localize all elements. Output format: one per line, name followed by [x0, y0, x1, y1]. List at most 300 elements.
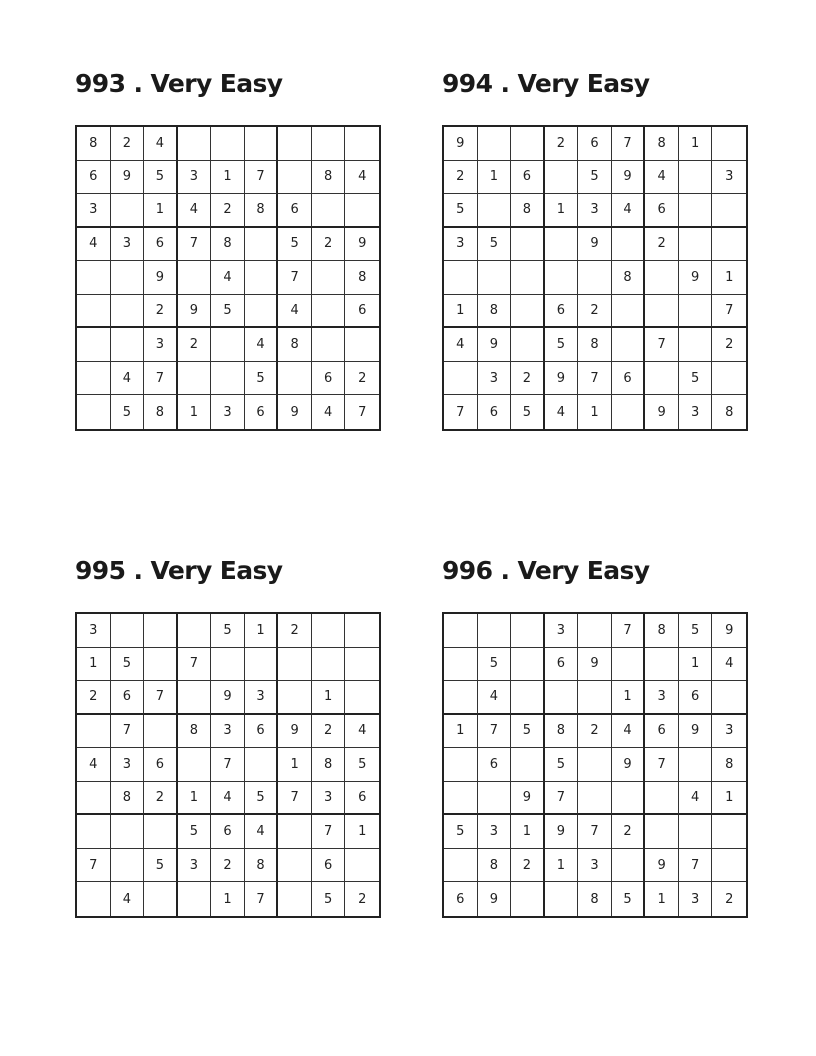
sudoku-cell — [578, 614, 612, 648]
sudoku-cell: 8 — [77, 127, 111, 161]
sudoku-cell: 6 — [645, 715, 679, 749]
sudoku-cell — [178, 127, 212, 161]
sudoku-cell — [712, 228, 746, 262]
sudoku-cell: 2 — [312, 715, 346, 749]
sudoku-cell: 2 — [211, 194, 245, 228]
sudoku-cell: 5 — [111, 395, 145, 429]
sudoku-cell — [345, 328, 379, 362]
sudoku-cell — [278, 161, 312, 195]
sudoku-cell: 4 — [345, 715, 379, 749]
sudoku-cell: 9 — [278, 715, 312, 749]
sudoku-cell: 4 — [478, 681, 512, 715]
sudoku-cell — [111, 295, 145, 329]
sudoku-cell: 3 — [444, 228, 478, 262]
sudoku-cell: 6 — [278, 194, 312, 228]
sudoku-cell — [245, 748, 279, 782]
puzzle-993 — [75, 69, 385, 420]
sudoku-grid — [75, 125, 381, 431]
sudoku-cell — [77, 362, 111, 396]
sudoku-cell: 7 — [245, 161, 279, 195]
sudoku-cell: 4 — [712, 648, 746, 682]
sudoku-cell: 2 — [178, 328, 212, 362]
sudoku-cell: 7 — [612, 127, 646, 161]
sudoku-cell: 4 — [77, 228, 111, 262]
sudoku-cell: 7 — [712, 295, 746, 329]
sudoku-cell: 3 — [144, 328, 178, 362]
sudoku-cell — [612, 648, 646, 682]
sudoku-cell: 2 — [511, 362, 545, 396]
sudoku-cell: 9 — [578, 228, 612, 262]
sudoku-cell: 3 — [578, 194, 612, 228]
sudoku-cell — [111, 261, 145, 295]
sudoku-cell: 4 — [111, 882, 145, 916]
sudoku-cell: 1 — [679, 127, 713, 161]
sudoku-cell — [712, 681, 746, 715]
sudoku-cell: 7 — [578, 815, 612, 849]
sudoku-cell: 1 — [144, 194, 178, 228]
sudoku-cell: 1 — [77, 648, 111, 682]
sudoku-cell — [511, 328, 545, 362]
sudoku-cell: 7 — [645, 328, 679, 362]
sudoku-cell — [679, 295, 713, 329]
sudoku-cell: 6 — [144, 748, 178, 782]
sudoku-cell: 9 — [278, 395, 312, 429]
sudoku-cell: 9 — [612, 748, 646, 782]
sudoku-cell — [511, 261, 545, 295]
sudoku-cell: 2 — [444, 161, 478, 195]
sudoku-cell: 9 — [444, 127, 478, 161]
sudoku-cell: 5 — [245, 362, 279, 396]
sudoku-cell — [612, 328, 646, 362]
sudoku-cell — [511, 295, 545, 329]
sudoku-cell: 6 — [345, 295, 379, 329]
sudoku-cell — [111, 815, 145, 849]
sudoku-cell: 6 — [578, 127, 612, 161]
sudoku-cell: 3 — [578, 849, 612, 883]
sudoku-cell: 8 — [345, 261, 379, 295]
sudoku-cell — [77, 261, 111, 295]
sudoku-cell: 1 — [612, 681, 646, 715]
sudoku-cell — [679, 228, 713, 262]
sudoku-cell: 9 — [712, 614, 746, 648]
sudoku-cell: 9 — [645, 395, 679, 429]
sudoku-cell — [278, 849, 312, 883]
sudoku-cell: 1 — [478, 161, 512, 195]
sudoku-cell — [444, 748, 478, 782]
sudoku-cell: 5 — [312, 882, 346, 916]
sudoku-cell: 4 — [211, 782, 245, 816]
sudoku-cell: 8 — [144, 395, 178, 429]
sudoku-cell: 5 — [612, 882, 646, 916]
sudoku-cell: 6 — [144, 228, 178, 262]
sudoku-cell: 9 — [645, 849, 679, 883]
sudoku-cell: 9 — [511, 782, 545, 816]
sudoku-cell: 3 — [312, 782, 346, 816]
sudoku-cell: 6 — [245, 715, 279, 749]
sudoku-cell — [178, 614, 212, 648]
sudoku-cell: 9 — [478, 882, 512, 916]
sudoku-cell: 2 — [545, 127, 579, 161]
sudoku-cell: 2 — [645, 228, 679, 262]
sudoku-cell: 8 — [312, 748, 346, 782]
sudoku-cell — [444, 849, 478, 883]
sudoku-cell: 8 — [312, 161, 346, 195]
sudoku-cell: 8 — [278, 328, 312, 362]
sudoku-cell: 4 — [612, 194, 646, 228]
sudoku-cell — [545, 228, 579, 262]
sudoku-cell: 3 — [645, 681, 679, 715]
sudoku-cell: 8 — [645, 614, 679, 648]
sudoku-cell: 2 — [358, 891, 367, 907]
sudoku-cell: 5 — [278, 228, 312, 262]
sudoku-cell: 6 — [545, 295, 579, 329]
sudoku-cell — [245, 295, 279, 329]
sudoku-cell — [278, 362, 312, 396]
sudoku-cell: 7 — [211, 748, 245, 782]
sudoku-cell: 1 — [712, 782, 746, 816]
sudoku-cell: 7 — [312, 815, 346, 849]
sudoku-cell: 9 — [679, 715, 713, 749]
sudoku-cell: 7 — [578, 362, 612, 396]
sudoku-cell: 1 — [712, 261, 746, 295]
sudoku-cell — [345, 127, 379, 161]
sudoku-cell: 6 — [444, 882, 478, 916]
sudoku-cell: 2 — [312, 228, 346, 262]
sudoku-cell — [245, 261, 279, 295]
puzzle-title: 995 . Very Easy — [75, 556, 283, 585]
sudoku-cell: 9 — [111, 161, 145, 195]
sudoku-cell — [312, 614, 346, 648]
sudoku-cell: 4 — [211, 261, 245, 295]
puzzle-994 — [442, 69, 752, 420]
sudoku-cell: 5 — [178, 815, 212, 849]
sudoku-cell — [645, 782, 679, 816]
sudoku-cell — [77, 328, 111, 362]
sudoku-cell — [345, 194, 379, 228]
sudoku-cell: 9 — [545, 815, 579, 849]
sudoku-cell — [545, 681, 579, 715]
sudoku-cell: 2 — [211, 849, 245, 883]
sudoku-cell — [511, 614, 545, 648]
sudoku-cell: 8 — [725, 404, 734, 420]
sudoku-cell: 1 — [645, 882, 679, 916]
sudoku-cell — [545, 261, 579, 295]
sudoku-cell — [645, 261, 679, 295]
sudoku-cell: 8 — [511, 194, 545, 228]
sudoku-cell: 5 — [211, 614, 245, 648]
sudoku-cell — [312, 648, 346, 682]
sudoku-cell — [712, 362, 746, 396]
sudoku-cell — [511, 748, 545, 782]
sudoku-cell — [612, 295, 646, 329]
sudoku-cell: 3 — [712, 715, 746, 749]
sudoku-cell — [612, 395, 646, 429]
sudoku-cell: 7 — [245, 882, 279, 916]
sudoku-cell: 1 — [278, 748, 312, 782]
sudoku-cell — [278, 681, 312, 715]
sudoku-cell: 6 — [312, 362, 346, 396]
sudoku-cell: 5 — [679, 614, 713, 648]
sudoku-cell — [278, 815, 312, 849]
sudoku-cell: 3 — [478, 815, 512, 849]
sudoku-cell — [679, 748, 713, 782]
sudoku-cell — [245, 228, 279, 262]
sudoku-cell: 5 — [545, 748, 579, 782]
sudoku-cell: 6 — [679, 681, 713, 715]
sudoku-cell — [612, 782, 646, 816]
sudoku-cell — [545, 882, 579, 916]
sudoku-cell — [111, 328, 145, 362]
sudoku-cell: 8 — [211, 228, 245, 262]
sudoku-cell — [144, 815, 178, 849]
sudoku-cell: 4 — [679, 782, 713, 816]
sudoku-cell: 1 — [578, 395, 612, 429]
sudoku-cell: 9 — [612, 161, 646, 195]
sudoku-cell — [312, 328, 346, 362]
puzzle-995 — [75, 556, 385, 907]
sudoku-cell: 8 — [111, 782, 145, 816]
sudoku-cell: 5 — [478, 648, 512, 682]
sudoku-cell — [511, 882, 545, 916]
sudoku-cell: 5 — [679, 362, 713, 396]
sudoku-cell — [444, 261, 478, 295]
sudoku-cell: 6 — [545, 648, 579, 682]
puzzle-996 — [442, 556, 752, 907]
sudoku-cell: 7 — [444, 395, 478, 429]
sudoku-cell: 1 — [679, 648, 713, 682]
sudoku-cell: 8 — [245, 849, 279, 883]
sudoku-cell: 8 — [478, 295, 512, 329]
sudoku-cell: 1 — [511, 815, 545, 849]
sudoku-cell — [612, 849, 646, 883]
sudoku-cell — [478, 127, 512, 161]
sudoku-cell: 3 — [211, 395, 245, 429]
sudoku-cell: 3 — [245, 681, 279, 715]
sudoku-cell: 6 — [612, 362, 646, 396]
sudoku-cell: 4 — [144, 127, 178, 161]
sudoku-cell: 1 — [444, 295, 478, 329]
sudoku-cell: 5 — [245, 782, 279, 816]
sudoku-cell: 3 — [77, 194, 111, 228]
sudoku-cell — [679, 194, 713, 228]
sudoku-cell: 2 — [725, 891, 734, 907]
sudoku-cell — [444, 362, 478, 396]
sudoku-cell — [312, 194, 346, 228]
sudoku-cell: 4 — [345, 161, 379, 195]
sudoku-cell — [578, 681, 612, 715]
sudoku-cell — [645, 362, 679, 396]
sudoku-cell — [712, 815, 746, 849]
sudoku-cell: 5 — [211, 295, 245, 329]
sudoku-cell: 4 — [178, 194, 212, 228]
sudoku-cell: 1 — [545, 849, 579, 883]
sudoku-cell: 4 — [312, 395, 346, 429]
sudoku-cell: 6 — [345, 782, 379, 816]
sudoku-cell: 8 — [612, 261, 646, 295]
sudoku-cell: 7 — [178, 648, 212, 682]
sudoku-cell: 4 — [612, 715, 646, 749]
sudoku-cell — [211, 328, 245, 362]
sudoku-cell: 6 — [478, 748, 512, 782]
sudoku-cell: 8 — [578, 328, 612, 362]
sudoku-cell: 5 — [578, 161, 612, 195]
sudoku-cell — [345, 648, 379, 682]
sudoku-cell: 7 — [645, 748, 679, 782]
sudoku-cell — [478, 614, 512, 648]
sudoku-cell — [712, 127, 746, 161]
sudoku-cell: 1 — [178, 782, 212, 816]
sudoku-cell — [77, 395, 111, 429]
sudoku-cell: 5 — [144, 161, 178, 195]
sudoku-cell: 7 — [612, 614, 646, 648]
sudoku-cell — [679, 328, 713, 362]
sudoku-cell — [578, 748, 612, 782]
sudoku-cell — [511, 681, 545, 715]
sudoku-cell: 8 — [478, 849, 512, 883]
sudoku-cell — [478, 782, 512, 816]
sudoku-cell — [645, 648, 679, 682]
sudoku-grid — [75, 612, 381, 918]
sudoku-cell: 9 — [178, 295, 212, 329]
sudoku-cell: 1 — [545, 194, 579, 228]
sudoku-cell — [77, 882, 111, 916]
sudoku-cell: 3 — [111, 228, 145, 262]
sudoku-cell: 3 — [178, 161, 212, 195]
sudoku-cell: 1 — [444, 715, 478, 749]
sudoku-cell: 6 — [77, 161, 111, 195]
sudoku-cell: 3 — [478, 362, 512, 396]
sudoku-cell — [578, 782, 612, 816]
sudoku-cell: 6 — [511, 161, 545, 195]
puzzle-title: 994 . Very Easy — [442, 69, 650, 98]
sudoku-cell: 7 — [278, 261, 312, 295]
sudoku-cell: 7 — [278, 782, 312, 816]
sudoku-cell — [278, 882, 312, 916]
sudoku-cell — [511, 228, 545, 262]
sudoku-cell: 3 — [679, 395, 713, 429]
sudoku-cell: 7 — [144, 681, 178, 715]
sudoku-cell: 1 — [312, 681, 346, 715]
sudoku-cell: 8 — [645, 127, 679, 161]
sudoku-cell — [77, 782, 111, 816]
sudoku-cell — [712, 849, 746, 883]
sudoku-cell: 3 — [679, 882, 713, 916]
sudoku-cell: 7 — [358, 404, 367, 420]
sudoku-cell — [211, 648, 245, 682]
sudoku-cell — [511, 127, 545, 161]
sudoku-cell — [478, 194, 512, 228]
sudoku-cell — [178, 748, 212, 782]
sudoku-cell: 4 — [77, 748, 111, 782]
sudoku-cell: 2 — [712, 328, 746, 362]
sudoku-cell: 3 — [77, 614, 111, 648]
sudoku-cell: 1 — [178, 395, 212, 429]
puzzle-title: 996 . Very Easy — [442, 556, 650, 585]
sudoku-cell: 8 — [245, 194, 279, 228]
sudoku-cell — [211, 127, 245, 161]
sudoku-cell — [312, 261, 346, 295]
sudoku-cell — [578, 261, 612, 295]
sudoku-cell — [245, 127, 279, 161]
sudoku-cell: 4 — [245, 815, 279, 849]
sudoku-cell — [444, 782, 478, 816]
sudoku-cell: 3 — [111, 748, 145, 782]
sudoku-cell: 5 — [511, 715, 545, 749]
sudoku-cell: 9 — [345, 228, 379, 262]
sudoku-cell: 1 — [345, 815, 379, 849]
sudoku-cell — [679, 161, 713, 195]
sudoku-cell: 2 — [111, 127, 145, 161]
sudoku-cell: 6 — [645, 194, 679, 228]
sudoku-cell — [77, 815, 111, 849]
sudoku-cell: 8 — [178, 715, 212, 749]
sudoku-cell: 3 — [211, 715, 245, 749]
sudoku-cell — [144, 882, 178, 916]
sudoku-cell: 2 — [612, 815, 646, 849]
sudoku-cell — [444, 681, 478, 715]
sudoku-cell — [111, 194, 145, 228]
sudoku-cell — [345, 681, 379, 715]
sudoku-cell — [312, 127, 346, 161]
sudoku-cell: 5 — [144, 849, 178, 883]
sudoku-cell: 5 — [545, 328, 579, 362]
sudoku-cell: 4 — [245, 328, 279, 362]
sudoku-cell: 2 — [578, 715, 612, 749]
sudoku-cell — [278, 127, 312, 161]
sudoku-cell: 2 — [578, 295, 612, 329]
sudoku-cell: 9 — [578, 648, 612, 682]
sudoku-cell — [645, 295, 679, 329]
sudoku-cell — [712, 194, 746, 228]
sudoku-cell: 6 — [245, 395, 279, 429]
sudoku-cell: 2 — [511, 849, 545, 883]
sudoku-cell — [511, 648, 545, 682]
sudoku-cell: 3 — [178, 849, 212, 883]
sudoku-cell: 5 — [444, 194, 478, 228]
sudoku-cell: 9 — [478, 328, 512, 362]
sudoku-cell: 1 — [211, 161, 245, 195]
sudoku-cell: 7 — [111, 715, 145, 749]
sudoku-cell: 4 — [444, 328, 478, 362]
sudoku-cell: 1 — [245, 614, 279, 648]
sudoku-cell — [211, 362, 245, 396]
sudoku-cell: 9 — [144, 261, 178, 295]
sudoku-grid — [442, 612, 748, 918]
sudoku-cell: 4 — [645, 161, 679, 195]
sudoku-cell — [545, 161, 579, 195]
sudoku-cell: 7 — [178, 228, 212, 262]
sudoku-grid — [442, 125, 748, 431]
sudoku-cell: 1 — [211, 882, 245, 916]
sudoku-cell — [144, 614, 178, 648]
sudoku-cell — [178, 362, 212, 396]
sudoku-cell: 9 — [211, 681, 245, 715]
sudoku-cell: 7 — [545, 782, 579, 816]
sudoku-cell: 4 — [545, 395, 579, 429]
sudoku-cell — [144, 648, 178, 682]
sudoku-cell: 5 — [511, 395, 545, 429]
sudoku-cell: 5 — [111, 648, 145, 682]
sudoku-cell: 2 — [345, 362, 379, 396]
sudoku-cell: 5 — [478, 228, 512, 262]
sudoku-cell: 4 — [278, 295, 312, 329]
sudoku-cell: 5 — [345, 748, 379, 782]
sudoku-cell: 8 — [712, 748, 746, 782]
sudoku-cell: 8 — [545, 715, 579, 749]
sudoku-cell: 2 — [144, 782, 178, 816]
sudoku-cell: 6 — [478, 395, 512, 429]
sudoku-cell — [612, 228, 646, 262]
